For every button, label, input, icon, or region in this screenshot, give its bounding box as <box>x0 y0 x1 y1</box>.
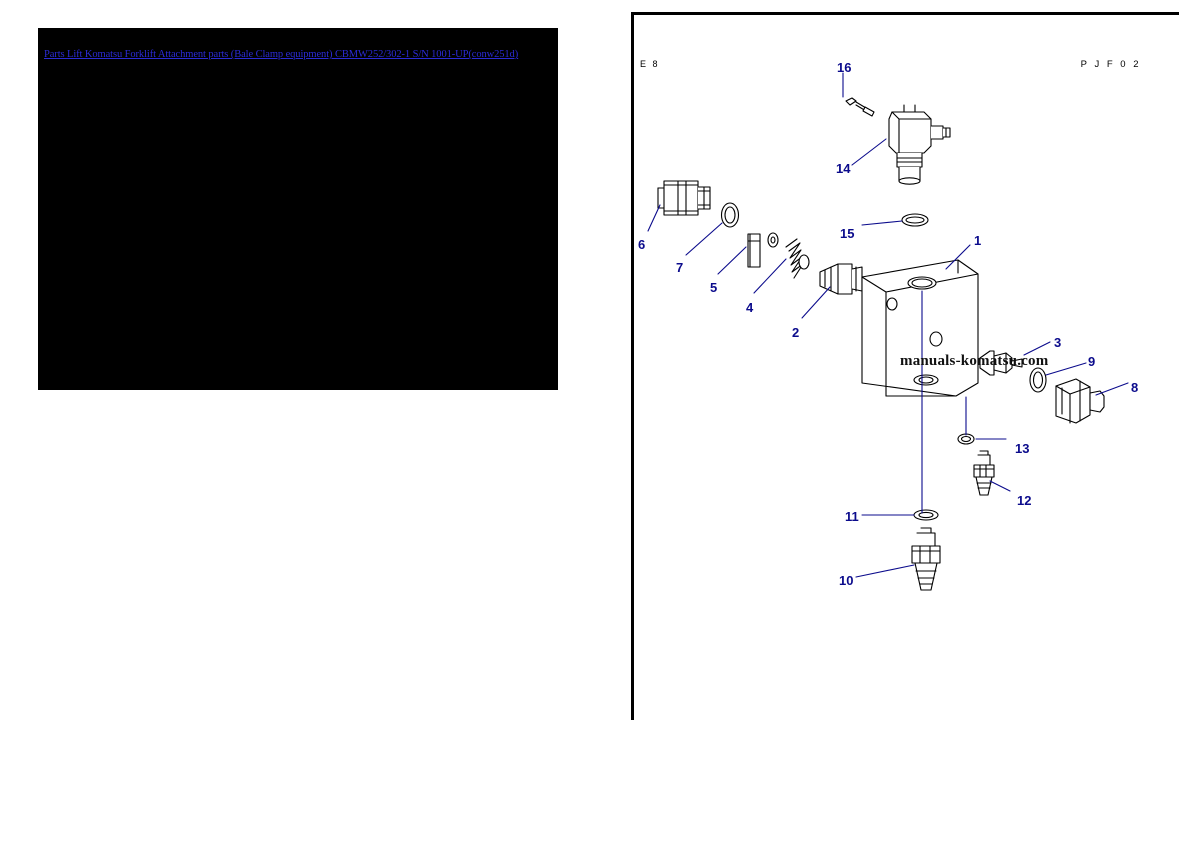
sheet-code-left: E 8 <box>640 59 660 69</box>
part-1-valve-block <box>862 260 978 396</box>
part-16-pin <box>846 98 874 116</box>
part-4-spring <box>786 239 809 278</box>
part-7-o-ring <box>722 203 739 227</box>
callout-14: 14 <box>836 161 851 176</box>
part-15-o-ring <box>902 214 928 226</box>
callout-9: 9 <box>1088 354 1096 369</box>
drawing-sheet <box>631 12 1179 720</box>
callout-6: 6 <box>638 237 646 252</box>
part-2-fitting <box>820 264 862 294</box>
preview-image-area <box>38 28 558 390</box>
sheet-code-right: P J F 0 2 <box>1080 59 1141 70</box>
callout-10: 10 <box>839 573 854 588</box>
part-8-plug <box>1056 379 1104 423</box>
callout-2: 2 <box>792 325 800 340</box>
part-12-fitting <box>974 451 994 495</box>
watermark-text: manuals-komatsu.com <box>900 353 1049 369</box>
callout-4: 4 <box>746 300 754 315</box>
callout-12: 12 <box>1017 493 1032 508</box>
callout-13: 13 <box>1015 441 1030 456</box>
parts-title-link-text: Parts Lift Komatsu Forklift Attachment parts (Bale Clamp equipment) CBMW252/302-1 S/N 1001-UP(conw251d) <box>44 49 519 60</box>
part-5-washer <box>748 233 778 267</box>
parts-title-link[interactable] <box>44 48 544 61</box>
callout-5: 5 <box>710 280 718 295</box>
part-11-o-ring <box>914 510 938 520</box>
callout-16: 16 <box>837 60 852 75</box>
part-6-coupling <box>658 181 710 215</box>
callout-11: 11 <box>845 509 859 524</box>
callout-8: 8 <box>1131 380 1139 395</box>
part-10-fitting <box>912 528 940 590</box>
callout-15: 15 <box>840 226 855 241</box>
callout-3: 3 <box>1054 335 1062 350</box>
part-9-o-ring <box>1030 368 1046 392</box>
callout-7: 7 <box>676 260 684 275</box>
drawing-sheet-inner <box>634 15 1179 720</box>
callout-1: 1 <box>974 233 982 248</box>
part-14-elbow-fitting <box>889 105 950 184</box>
